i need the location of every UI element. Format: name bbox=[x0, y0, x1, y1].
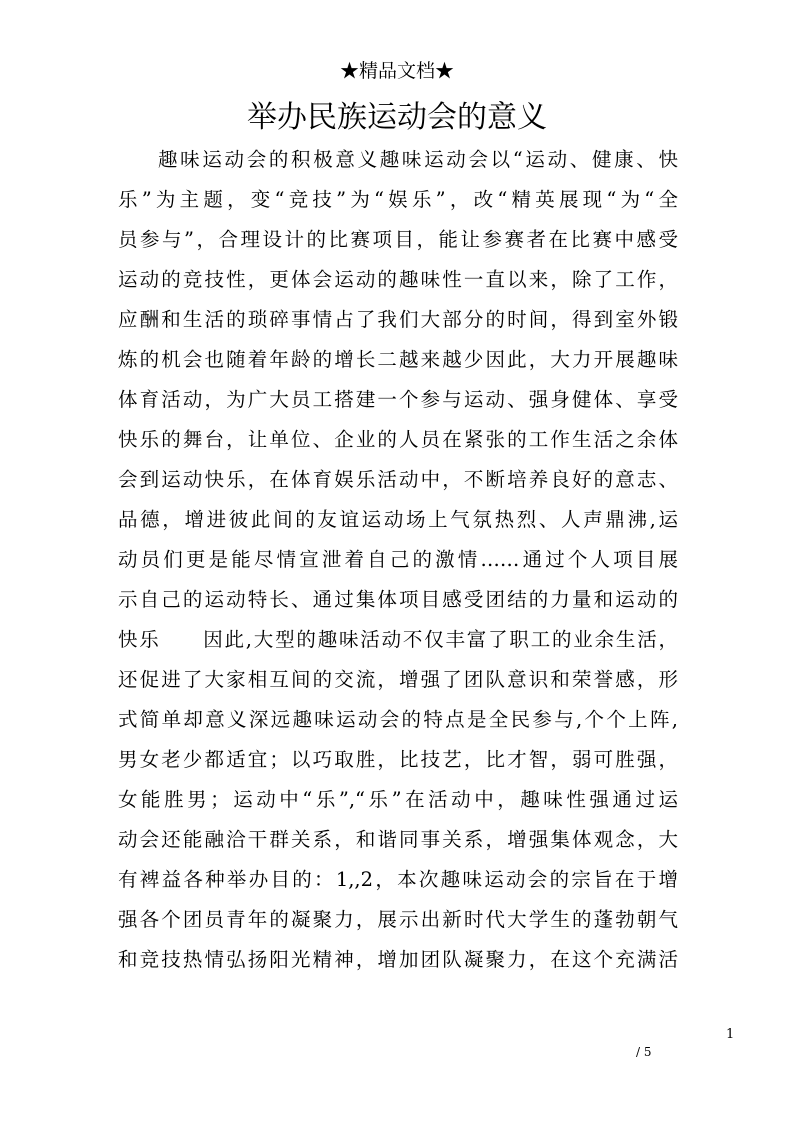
body-line: 男女老少都适宜；以巧取胜，比技艺，比才智，弱可胜强， bbox=[118, 748, 678, 771]
body-line: 应酬和生活的琐碎事情占了我们大部分的时间，得到室外锻 bbox=[118, 308, 678, 331]
document-header-label: ★精品文档★ bbox=[339, 60, 454, 82]
document-body bbox=[118, 140, 678, 980]
body-line: 女能胜男；运动中“乐”,“乐”在活动中，趣味性强通过运 bbox=[118, 788, 678, 811]
body-line: 炼的机会也随着年龄的增长二越来越少因此，大力开展趣味 bbox=[118, 348, 678, 371]
body-line: 有裨益各种举办目的：1,,2，本次趣味运动会的宗旨在于增 bbox=[118, 868, 678, 891]
body-line: 示自己的运动特长、通过集体项目感受团结的力量和运动的 bbox=[118, 588, 678, 611]
body-line: 快乐 因此,大型的趣味活动不仅丰富了职工的业余生活， bbox=[118, 628, 678, 651]
body-line: 快乐的舞台，让单位、企业的人员在紧张的工作生活之余体 bbox=[118, 428, 678, 451]
page-total: / 5 bbox=[636, 1045, 652, 1059]
body-line: 品德，增进彼此间的友谊运动场上气氛热烈、人声鼎沸,运 bbox=[118, 508, 678, 531]
body-line: 会到运动快乐，在体育娱乐活动中，不断培养良好的意志、 bbox=[118, 468, 678, 491]
document-title: 举办民族运动会的意义 bbox=[247, 100, 547, 135]
page-number: 1 bbox=[726, 1027, 735, 1042]
body-line: 动员们更是能尽情宣泄着自己的激情……通过个人项目展 bbox=[118, 548, 678, 571]
body-line: 还促进了大家相互间的交流，增强了团队意识和荣誉感，形 bbox=[118, 668, 678, 691]
body-line: 趣味运动会的积极意义趣味运动会以“运动、健康、快 bbox=[158, 148, 678, 171]
body-line: 和竞技热情弘扬阳光精神，增加团队凝聚力，在这个充满活 bbox=[118, 948, 678, 971]
body-line: 体育活动，为广大员工搭建一个参与运动、强身健体、享受 bbox=[118, 388, 678, 411]
body-line: 乐”为主题，变“竞技”为“娱乐”，改“精英展现“为“全 bbox=[118, 188, 678, 211]
body-line: 式简单却意义深远趣味运动会的特点是全民参与,个个上阵, bbox=[118, 708, 678, 731]
body-line: 动会还能融洽干群关系，和谐同事关系，增强集体观念，大 bbox=[118, 828, 678, 851]
body-line: 强各个团员青年的凝聚力，展示出新时代大学生的蓬勃朝气 bbox=[118, 908, 678, 931]
body-line: 运动的竞技性，更体会运动的趣味性一直以来，除了工作， bbox=[118, 268, 678, 291]
body-line: 员参与”，合理设计的比赛项目，能让参赛者在比赛中感受 bbox=[118, 228, 678, 251]
